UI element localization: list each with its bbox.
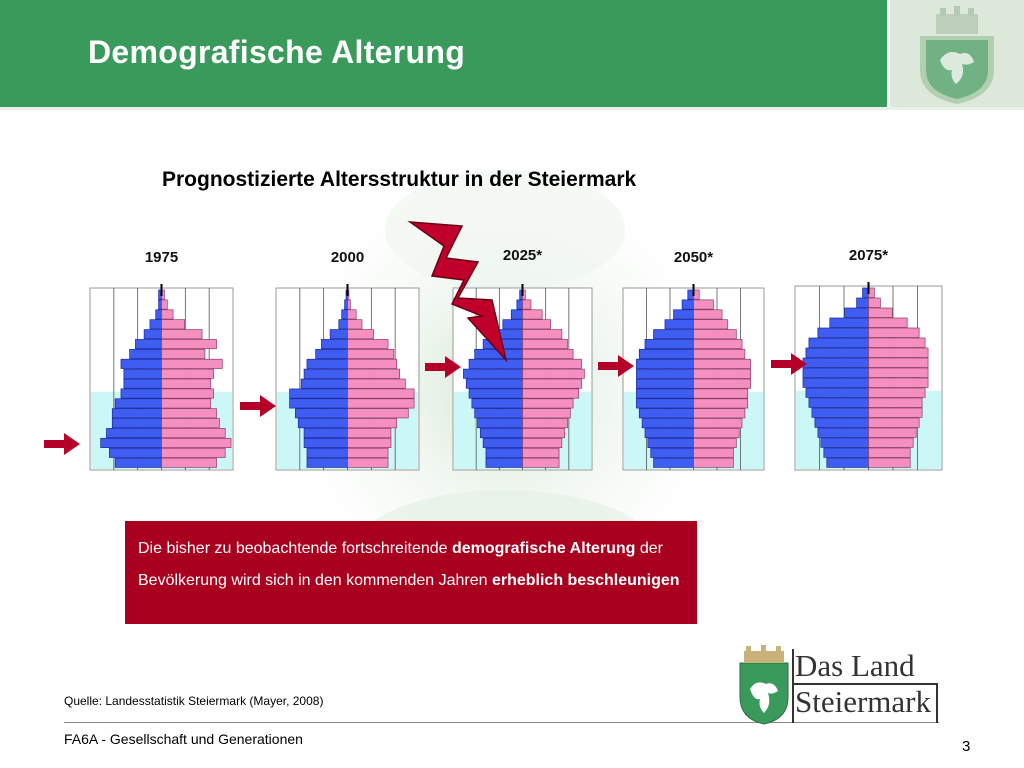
bar-female [348,320,362,329]
bar-female [162,448,226,457]
bar-female [869,308,893,317]
bar-male [342,310,348,319]
bar-female [869,298,881,307]
bar-female [694,379,751,388]
chart-title: Prognostizierte Altersstruktur in der Steiermark [162,168,637,191]
bar-female [694,428,740,437]
bar-male [307,448,348,457]
bar-male [645,339,694,348]
bar-female [869,358,929,367]
bar-male [475,409,523,418]
bar-female [523,458,560,467]
bar-female [523,369,585,378]
bar-male [121,359,162,368]
bar-male [124,379,162,388]
bar-female [162,458,217,467]
bar-female [694,320,728,329]
bar-male [636,369,693,378]
bar-female [348,339,389,348]
bar-female [348,409,409,418]
bar-male [112,419,161,428]
bar-female [694,330,737,339]
bar-male [636,359,693,368]
bar-female [162,369,214,378]
bar-male [636,399,693,408]
callout-box [125,521,697,624]
bar-female [523,409,571,418]
bar-female [523,448,560,457]
bar-male [301,379,347,388]
bar-female [162,310,174,319]
bar-female [694,419,743,428]
bar-female [523,349,574,358]
bar-female [162,428,226,437]
bar-male [830,318,869,327]
bar-female [694,458,734,467]
bar-male [463,369,522,378]
bar-female [348,428,391,437]
bar-male [682,300,693,309]
bar-female [523,300,531,309]
bar-male [486,458,523,467]
bar-female [348,399,415,408]
bar-female [694,300,714,309]
cohort-arrow [44,433,80,455]
bar-female [869,418,920,427]
bar-male [472,399,523,408]
footer-text: FA6A - Gesellschaft und Generationen [64,731,303,747]
bar-female [694,438,737,447]
bar-male [818,428,869,437]
bar-male [304,428,347,437]
bar-male [112,409,161,418]
bar-male [109,448,161,457]
bar-female [694,448,734,457]
callout-bold-1: demografische Alterung [451,540,636,557]
bar-male [130,349,162,358]
bar-female [869,388,926,397]
bar-male [478,419,523,428]
bar-male [486,448,523,457]
bar-male [648,438,694,447]
bar-female [348,349,394,358]
bar-male [150,320,162,329]
bar-male [106,428,161,437]
bar-male [307,458,348,467]
bar-male [636,379,693,388]
bar-female [348,448,389,457]
bar-male [290,399,348,408]
bar-male [101,438,162,447]
bar-male [321,339,347,348]
cohort-arrow [240,395,276,417]
bar-male [121,389,162,398]
bar-male [803,378,869,387]
bar-female [869,428,917,437]
bar-female [523,379,582,388]
callout-text-2: der Bevölkerung wird sich in den kommenden Jahren [138,540,663,589]
bar-male [307,359,348,368]
bar-female [523,389,579,398]
bar-male [803,358,869,367]
bar-male [298,419,347,428]
bar-male [144,330,161,339]
bar-male [135,339,161,348]
logo-wordmark [795,648,931,720]
bar-female [869,368,929,377]
bar-female [523,359,582,368]
bar-female [694,369,751,378]
bar-female [162,379,211,388]
bar-female [869,438,914,447]
bar-female [348,458,389,467]
bar-female [869,318,908,327]
bar-male [469,389,522,398]
bar-female [348,300,351,309]
year-label: 2075* [848,247,889,264]
callout-bold-2: erheblich beschleunigen [491,572,680,589]
bar-female [162,419,220,428]
bar-male [290,389,348,398]
bar-female [348,379,406,388]
bar-female [523,428,565,437]
bar-male [330,330,347,339]
bar-female [162,349,205,358]
bar-female [869,448,911,457]
bar-male [815,418,869,427]
bar-male [639,409,693,418]
bar-male [115,399,161,408]
logo-line-2: Steiermark [795,684,932,719]
bar-male [156,310,162,319]
bar-male [339,320,348,329]
bar-female [523,399,574,408]
bar-female [694,310,723,319]
bar-female [694,399,748,408]
bar-female [162,389,214,398]
page-number: 3 [962,738,971,755]
bar-male [511,310,522,319]
bar-female [348,310,357,319]
bar-male [806,388,869,397]
bar-female [162,300,168,309]
bar-female [348,389,415,398]
year-label: 2000 [330,249,365,266]
bar-female [869,398,923,407]
bar-female [162,438,232,447]
bar-male [654,330,694,339]
bar-male [812,408,869,417]
bar-female [523,339,568,348]
bar-male [345,300,348,309]
callout-text-1: Die bisher zu beobachtende fortschreitende [138,540,452,557]
bar-male [124,369,162,378]
bar-female [162,409,217,418]
source-note: Quelle: Landesstatistik Steiermark (Mayer, 2008) [64,694,324,708]
bar-male [316,349,348,358]
bar-male [821,438,869,447]
bar-male [665,320,694,329]
bar-female [348,359,397,368]
bar-male [295,409,347,418]
bar-female [162,339,217,348]
year-label: 2025* [502,247,543,264]
bar-female [523,330,562,339]
bar-female [162,399,211,408]
bar-female [869,348,929,357]
bar-female [162,330,203,339]
year-label: 2050* [673,249,714,266]
bar-male [806,348,869,357]
bar-male [654,458,694,467]
bar-female [523,310,543,319]
bar-female [869,328,920,337]
bar-male [517,300,523,309]
bar-female [348,419,397,428]
bar-male [503,320,523,329]
bar-female [869,378,929,387]
bar-female [694,339,743,348]
bar-male [857,298,869,307]
bar-male [645,428,694,437]
bar-male [818,328,869,337]
bar-female [162,359,223,368]
bar-male [651,448,694,457]
bar-female [694,349,745,358]
bar-female [869,338,926,347]
bar-female [694,389,748,398]
bar-male [636,389,693,398]
bar-male [642,419,693,428]
bar-female [694,409,745,418]
bar-female [523,419,568,428]
bar-male [466,379,522,388]
bar-male [809,398,869,407]
bar-male [159,300,162,309]
bar-male [480,428,522,437]
bar-male [115,458,161,467]
bar-female [348,369,400,378]
bar-male [304,369,347,378]
bar-male [827,458,869,467]
bar-male [469,359,522,368]
bar-male [639,349,693,358]
bar-male [483,438,522,447]
logo-line-1: Das Land [795,648,915,683]
bar-female [162,320,185,329]
bar-female [523,320,551,329]
bar-female [523,438,562,447]
bar-male [809,338,869,347]
bar-female [348,438,391,447]
bar-female [348,330,374,339]
year-label: 1975 [144,249,179,266]
page-title: Demografische Alterung [88,34,466,70]
bar-male [803,368,869,377]
bar-female [869,458,911,467]
bar-male [304,438,347,447]
bar-male [824,448,869,457]
bar-male [845,308,869,317]
bar-female [869,408,923,417]
bar-female [694,359,751,368]
bar-male [674,310,694,319]
